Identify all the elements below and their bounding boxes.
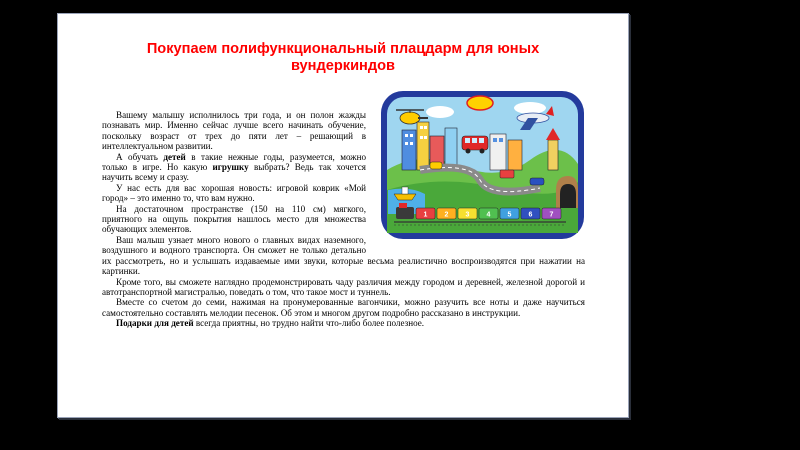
truck-icon (500, 170, 514, 178)
car-icon (430, 162, 442, 169)
wagon-number: 4 (486, 211, 491, 219)
wagon-number: 6 (528, 211, 533, 219)
wagon-number: 3 (465, 211, 470, 219)
wagon-number: 7 (549, 211, 554, 219)
wagon-number: 2 (444, 211, 449, 219)
tunnel-icon (556, 176, 578, 208)
bold-keyword: детей (163, 151, 186, 162)
article-paragraph (102, 297, 585, 318)
document-page (57, 13, 629, 418)
text-run: У нас есть для вас хорошая новость: игровой коврик «Мой город» – это именно то, что вам нужно. (102, 182, 366, 204)
train-wagon (479, 208, 498, 219)
text-run: А обучать (116, 151, 164, 162)
bold-keyword: игрушку (212, 162, 249, 173)
document-title: Покупаем полифункциональный плацдарм для юных вундеркиндов (146, 41, 540, 74)
train-wagon (500, 208, 519, 219)
wagon-number: 5 (507, 211, 512, 219)
police-car-icon (530, 178, 544, 185)
text-run: Вашему малышу исполнилось три года, и он полон жажды познавать мир. Именно сейчас лучше всего начинать обучение, поскольку возраст от трех до пяти лет – решающий в интеллектуальном развитии. (102, 110, 366, 152)
train-wagon (542, 208, 561, 219)
train-wagon (416, 208, 435, 219)
train-wagon (437, 208, 456, 219)
text-run: в такие нежные годы, разумеется, можно только в игре. Но какую (102, 151, 366, 173)
article-paragraph (102, 318, 585, 328)
article-paragraph (102, 277, 585, 298)
text-run: На достаточном пространстве (150 на 110 см) мягкого, приятного на ощупь покрытия нашлось место для множества обучающих элементов. (102, 203, 366, 235)
article-paragraph (102, 235, 585, 277)
train-wagon (458, 208, 477, 219)
text-run: Кроме того, вы сможете наглядно продемонстрировать чаду различия между городом и деревней, железной дорогой и автотранспортной магистралью, поведать о том, что такое мост и туннель. (102, 276, 585, 297)
city-playmat-illustration (380, 90, 585, 240)
text-run: выбрать? Ведь так хочется научить всему и сразу. (102, 162, 366, 183)
train-wagon (521, 208, 540, 219)
logo-badge-icon (467, 96, 493, 110)
text-run: всегда приятны, но трудно найти что-либо более полезное. (193, 318, 425, 329)
text-run: Ваш малыш узнает много нового о главных видах наземного, воздушного и водного транспорта. Он сможет не только детально их рассмотреть, но и услышать издаваемые ими звуки, которые весьма реалистично воспроизводятся при нажатии на картинки. (102, 234, 585, 277)
train-wagons (416, 208, 561, 219)
text-run: Вместе со счетом до семи, нажимая на пронумерованные вагончики, можно разучить все ноты и даже научиться самостоятельно составлять мелодии песенок. Об этом и многом другом подробно рассказано в инструкции. (102, 297, 585, 318)
article-body (102, 110, 585, 329)
bold-keyword: Подарки для детей (116, 318, 194, 329)
wagon-number: 1 (423, 211, 428, 219)
